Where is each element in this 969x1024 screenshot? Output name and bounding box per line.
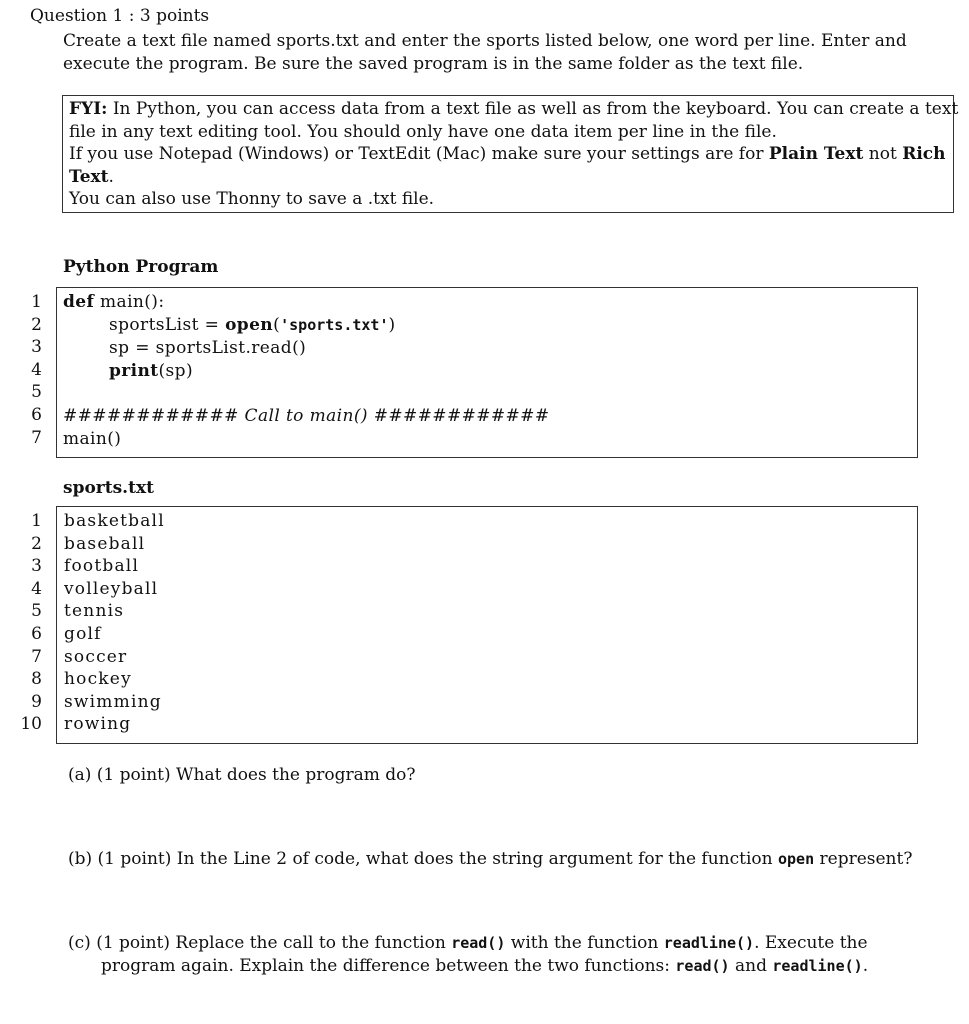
part-b bbox=[68, 848, 912, 871]
code-text: ( bbox=[273, 315, 281, 335]
keyword-print: print bbox=[109, 361, 159, 381]
fyi-text: If you use Notepad (Windows) or TextEdit (Mac) make sure your settings are for bbox=[69, 144, 769, 164]
sports-line: hockey bbox=[64, 669, 132, 690]
sports-file-title: sports.txt bbox=[63, 478, 154, 498]
fyi-bold: Plain Text bbox=[768, 144, 864, 164]
sports-line-number: 8 bbox=[31, 669, 42, 690]
sports-line-number: 3 bbox=[31, 556, 42, 577]
sports-file-box bbox=[56, 506, 918, 744]
sports-line-number: 7 bbox=[31, 646, 42, 667]
code-text: main(): bbox=[94, 292, 165, 312]
sports-line: tennis bbox=[64, 601, 125, 622]
program-line-number: 6 bbox=[31, 405, 42, 425]
program-line-1 bbox=[63, 292, 164, 312]
part-a-text: (a) (1 point) What does the program do? bbox=[68, 765, 416, 785]
part-c-text: program again. Explain the difference between the two functions: bbox=[101, 956, 676, 976]
program-gutter bbox=[56, 287, 57, 458]
sports-line-number: 6 bbox=[31, 624, 42, 644]
program-line-6: ############ Call to main() ############ bbox=[63, 406, 550, 426]
question-intro bbox=[63, 30, 918, 76]
part-a bbox=[68, 764, 416, 787]
fyi-text: not bbox=[863, 144, 903, 164]
part-b-text: represent? bbox=[814, 849, 913, 869]
part-c bbox=[68, 932, 868, 978]
fyi-bold: Text bbox=[69, 166, 109, 187]
fyi-bold: Rich bbox=[902, 144, 946, 164]
inline-code: readline() bbox=[772, 957, 863, 975]
part-c-text: . bbox=[862, 956, 869, 976]
string-literal: 'sports.txt' bbox=[280, 316, 389, 334]
program-line-7: main() bbox=[63, 429, 122, 449]
fyi-box bbox=[62, 95, 959, 213]
keyword-open: open bbox=[225, 315, 274, 335]
program-line-number: 5 bbox=[31, 382, 42, 403]
sports-line: golf bbox=[64, 624, 102, 644]
sports-line: baseball bbox=[64, 533, 146, 554]
sports-line-number: 4 bbox=[31, 578, 42, 599]
sports-line: rowing bbox=[64, 714, 132, 735]
inline-code: read() bbox=[675, 957, 730, 975]
keyword-def: def bbox=[63, 292, 95, 312]
fyi-line-1 bbox=[69, 98, 959, 121]
intro-line-2: execute the program. Be sure the saved program is in the same folder as the text file. bbox=[63, 54, 804, 74]
program-line-3: sp = sportsList.read() bbox=[109, 338, 307, 358]
sports-gutter bbox=[56, 506, 57, 744]
program-line-number: 3 bbox=[31, 337, 42, 358]
part-c-text: (c) (1 point) Replace the call to the function bbox=[68, 933, 452, 953]
fyi-label: FYI: bbox=[69, 99, 108, 119]
part-c-text: and bbox=[729, 956, 773, 976]
fyi-line-3 bbox=[69, 143, 947, 166]
inline-code: read() bbox=[451, 934, 506, 952]
sports-line: basketball bbox=[64, 511, 165, 531]
code-text: (sp) bbox=[158, 361, 193, 381]
fyi-line-2: file in any text editing tool. You should only have one data item per line in the file. bbox=[69, 121, 777, 142]
fyi-line-4 bbox=[69, 166, 947, 189]
sports-line-number: 9 bbox=[31, 691, 42, 712]
sports-line: football bbox=[64, 556, 140, 577]
fyi-text: In Python, you can access data from a text file as well as from the keyboard. You can create a text bbox=[107, 99, 959, 119]
part-c-text: . Execute the bbox=[754, 933, 868, 953]
sports-line-number: 2 bbox=[31, 533, 42, 554]
fyi-line-5: You can also use Thonny to save a .txt file. bbox=[69, 189, 435, 209]
program-line-4 bbox=[109, 361, 193, 381]
intro-line-1: Create a text file named sports.txt and enter the sports listed below, one word per line. Enter and bbox=[63, 31, 907, 51]
sports-line-number: 1 bbox=[31, 511, 42, 531]
code-text: sportsList = bbox=[109, 315, 226, 335]
sports-line: swimming bbox=[64, 691, 162, 712]
program-line-2 bbox=[109, 315, 396, 335]
sports-line-number: 5 bbox=[31, 601, 42, 622]
program-title: Python Program bbox=[63, 257, 219, 277]
program-line-number: 1 bbox=[31, 292, 42, 312]
sports-line: soccer bbox=[64, 646, 128, 667]
program-line-number: 4 bbox=[31, 359, 42, 380]
question-header: Question 1 : 3 points bbox=[30, 6, 210, 26]
code-text: ) bbox=[388, 315, 396, 335]
part-c-text: with the function bbox=[505, 933, 664, 953]
fyi-text: . bbox=[108, 166, 114, 187]
inline-code: readline() bbox=[663, 934, 755, 952]
part-b-text: (b) (1 point) In the Line 2 of code, what does the string argument for the function bbox=[68, 849, 778, 869]
sports-line: volleyball bbox=[64, 578, 159, 599]
sports-line-number: 10 bbox=[20, 714, 42, 735]
program-line-number: 2 bbox=[31, 314, 42, 335]
program-line-number: 7 bbox=[31, 427, 42, 448]
inline-code: open bbox=[777, 850, 815, 868]
